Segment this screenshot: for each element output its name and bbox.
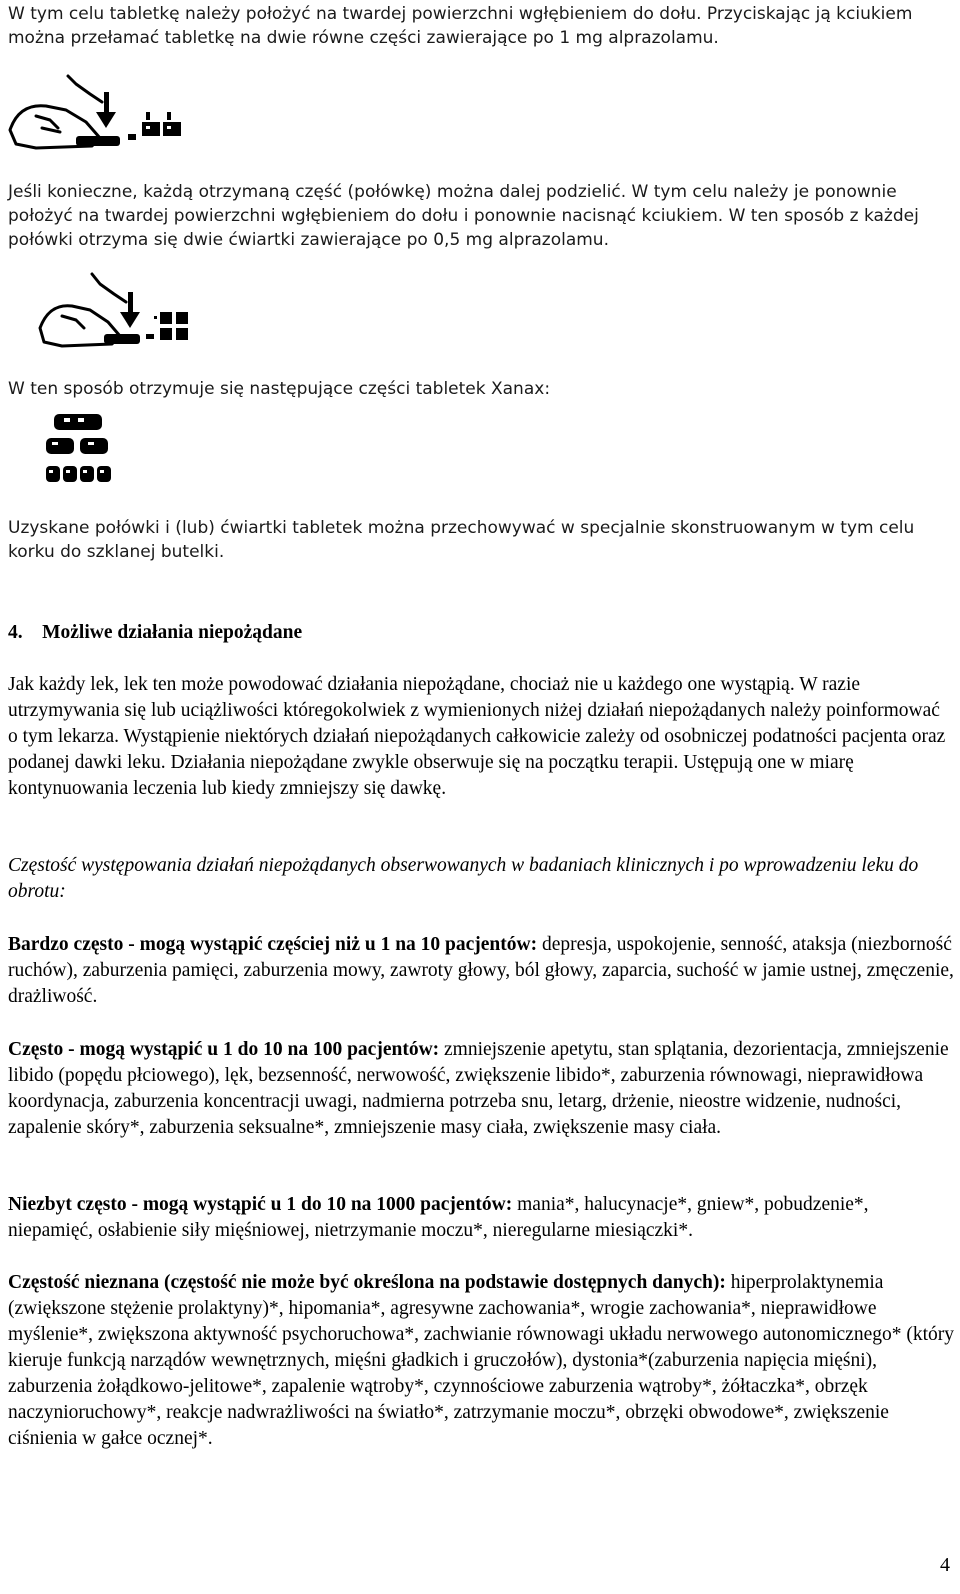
- frequency-common-label: Często - mogą wystąpić u 1 do 10 na 100 pacjentów:: [8, 1039, 440, 1060]
- paragraph-storage-info: Uzyskane połówki i (lub) ćwiartki tabletek można przechowywać w specjalnie skonstruowanym w tym celu korku do szklanej butelki.: [8, 518, 915, 562]
- paragraph-quartering-instructions: Jeśli konieczne, każdą otrzymaną część (połówkę) można dalej podzielić. W tym celu należy je ponownie położyć na twardej powierzchni wgłębieniem do dołu i ponownie nacisnąć kciukiem. W ten sposób z każdej połówki otrzyma się dwie ćwiartki zawierające po 0,5 mg alprazolamu.: [8, 182, 919, 250]
- frequency-uncommon-label: Niezbyt często - mogą wystąpić u 1 do 10 na 1000 pacjentów:: [8, 1194, 513, 1215]
- frequency-unknown-label: Częstość nieznana (częstość nie może być określona na podstawie dostępnych danych):: [8, 1272, 726, 1293]
- frequency-unknown-text: hiperprolaktynemia (zwiększone stężenie prolaktyny)*, hipomania*, agresywne zachowania*, wrogie zachowania*, nieprawidłowe myślenie*, zwiększona aktywność psychoruchowa*, zachwianie równowagi układu nerwowego autonomicznego* (który kieruje funkcją narządów wewnętrznych, mięśni gładkich i gruczołów), dystonia*(zaburzenia napięcia mięśni), zaburzenia żołądkowo-jelitowe*, zapalenie wątroby*, czynnościowe zaburzenia wątroby*, żółtaczka*, obrzęk naczynioruchowy*, reakcje nadwrażliwości na światło*, zatrzymanie moczu*, obrzęki obwodowe*, zwiększenie ciśnienia w gałce ocznej*.: [8, 1272, 955, 1449]
- paragraph-side-effects-intro: Jak każdy lek, lek ten może powodować działania niepożądane, chociaż nie u każdego one wystąpią. W razie utrzymywania się lub uciążliwości któregokolwiek z wymienionych niżej działań niepożądanych należy poinformować o tym lekarza. Wystąpienie niektórych działań niepożądanych całkowicie zależy od osobniczej podatności pacjenta oraz podanej dawki leku. Działania niepożądane zwykle obserwuje się na początku terapii. Ustępują one w miarę kontynuowania leczenia lub kiedy zmniejszy się dawkę.: [8, 674, 946, 799]
- frequency-uncommon-text: mania*, halucynacje*, gniew*, pobudzenie*, niepamięć, osłabienie siły mięśniowej, nietrzymanie moczu*, nieregularne miesiączki*.: [8, 1194, 869, 1241]
- section-heading: 4. Możliwe działania niepożądane: [8, 622, 303, 643]
- hand-split-tablet-halves-icon: [6, 72, 186, 152]
- frequency-very-common-text: depresja, uspokojenie, senność, ataksja (niezborność ruchów), zaburzenia pamięci, zaburzenia mowy, zawroty głowy, ból głowy, zaparcia, suchość w jamie ustnej, zmęczenie, drażliwość.: [8, 934, 954, 1007]
- frequency-common-text: zmniejszenie apetytu, stan splątania, dezorientacja, zmniejszenie libido (popędu płciowego), lęk, bezsenność, nerwowość, zwiększenie libido*, zaburzenia równowagi, nieprawidłowa koordynacja, zaburzenia koncentracji uwagi, nadmierna potrzeba snu, letarg, drżenie, nieostre widzenie, nudności, zapalenie skóry*, zaburzenia seksualne*, zmniejszenie masy ciała, zwiększenie masy ciała.: [8, 1039, 949, 1138]
- paragraph-frequency-intro: Częstość występowania działań niepożądanych obserwowanych w badaniach klinicznych i po wprowadzeniu leku do obrotu:: [8, 855, 919, 902]
- frequency-uncommon: [8, 1192, 954, 1244]
- paragraph-halving-instructions: W tym celu tabletkę należy położyć na twardej powierzchni wgłębieniem do dołu. Przyciskając ją kciukiem można przełamać tabletkę na dwie równe części zawierające po 1 mg alprazolamu.: [8, 4, 913, 48]
- tablet-parts-diagram-icon: [44, 410, 124, 488]
- frequency-common: [8, 1037, 954, 1141]
- hand-split-tablet-quarters-icon: [38, 272, 198, 352]
- frequency-very-common-label: Bardzo często - mogą wystąpić częściej niż u 1 na 10 pacjentów:: [8, 934, 538, 955]
- frequency-very-common: [8, 932, 954, 1010]
- page-number: 4: [940, 1554, 950, 1576]
- paragraph-tablet-parts-intro: W ten sposób otrzymuje się następujące części tabletek Xanax:: [8, 379, 551, 399]
- frequency-unknown: [8, 1270, 954, 1452]
